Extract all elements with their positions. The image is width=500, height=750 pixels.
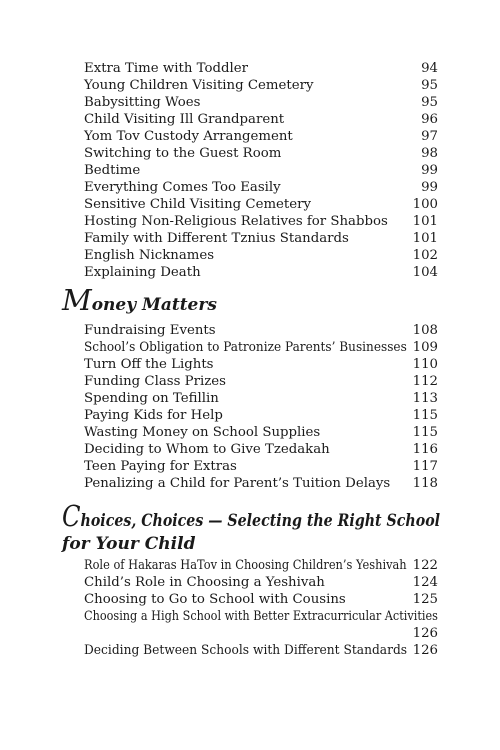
entry-title: Deciding Between Schools with Different Standards (84, 643, 408, 658)
entry-page: 126 (412, 643, 438, 658)
entry-title: Sensitive Child Visiting Cemetery (84, 197, 312, 212)
toc-entry (84, 390, 438, 407)
entry-page: 116 (412, 442, 438, 457)
entry-title: English Nicknames (84, 248, 215, 263)
entry-page: 118 (412, 476, 438, 491)
entry-title: Child’s Role in Choosing a Yeshivah (84, 575, 325, 590)
section-heading-line2 (62, 533, 195, 555)
heading-text: for Your Child (62, 534, 196, 554)
entry-title: Role of Hakaras HaTov in Choosing Children’s Yeshivah (84, 558, 407, 573)
toc-entry (84, 574, 438, 591)
entry-page: 98 (421, 146, 438, 161)
toc-entry (84, 213, 438, 230)
entry-title: School’s Obligation to Patronize Parents’ Businesses (84, 340, 407, 355)
toc-entry (84, 441, 438, 458)
entry-title: Young Children Visiting Cemetery (84, 78, 314, 93)
entry-page: 110 (412, 357, 438, 372)
entry-title: Child Visiting Ill Grandparent (84, 112, 285, 127)
toc-entry (84, 642, 438, 659)
toc-entry (84, 557, 438, 574)
entry-page: 115 (412, 425, 438, 440)
entry-page: 122 (412, 558, 438, 573)
entry-page: 101 (412, 231, 438, 246)
entry-title: Everything Comes Too Easily (84, 180, 281, 195)
heading-initial: M (62, 283, 92, 317)
entry-title: Paying Kids for Help (84, 408, 223, 423)
entry-page: 124 (412, 575, 438, 590)
toc-entry (84, 322, 438, 339)
entry-page: 104 (412, 265, 438, 280)
entry-page: 115 (412, 408, 438, 423)
entry-title: Hosting Non-Religious Relatives for Shabbos (84, 214, 388, 229)
toc-entry (84, 94, 438, 111)
entry-title: Bedtime (84, 163, 141, 178)
entry-title: Babysitting Woes (84, 95, 201, 110)
entry-title: Choosing a High School with Better Extracurricular Activities (84, 609, 438, 624)
section-heading (62, 283, 217, 317)
entry-page: 95 (421, 78, 438, 93)
entry-title: Fundraising Events (84, 323, 216, 338)
toc-entry (84, 196, 438, 213)
toc-entry (84, 407, 438, 424)
entry-page: 102 (412, 248, 438, 263)
entry-page: 97 (421, 129, 438, 144)
toc-entry (84, 111, 438, 128)
toc-entry (84, 424, 438, 441)
toc-entry (84, 162, 438, 179)
entry-page: 99 (421, 180, 438, 195)
entry-page: 95 (421, 95, 438, 110)
toc-entry (84, 77, 438, 94)
toc-entry (84, 179, 438, 196)
toc-entry (84, 60, 438, 77)
heading-text: hoices, Choices — Selecting the Right School (80, 511, 441, 531)
entry-title: Wasting Money on School Supplies (84, 425, 321, 440)
entry-title: Family with Different Tznius Standards (84, 231, 349, 246)
entry-page: 126 (412, 626, 438, 641)
section-heading (62, 499, 441, 533)
toc-entry (84, 356, 438, 373)
entry-title: Extra Time with Toddler (84, 61, 248, 76)
entry-page: 96 (421, 112, 438, 127)
entry-title: Teen Paying for Extras (84, 459, 237, 474)
heading-initial: C (62, 499, 81, 533)
entry-page: 101 (412, 214, 438, 229)
heading-text: oney Matters (91, 295, 217, 315)
toc-entry (84, 145, 438, 162)
toc-entry (84, 373, 438, 390)
entry-title: Funding Class Prizes (84, 374, 226, 389)
entry-page: 113 (412, 391, 438, 406)
entry-page: 100 (412, 197, 438, 212)
entry-page: 109 (412, 340, 438, 355)
toc-entry (84, 475, 438, 492)
toc-entry (84, 339, 438, 356)
entry-page: 117 (412, 459, 438, 474)
toc-entry (84, 458, 438, 475)
toc-entry (84, 230, 438, 247)
toc-entry (84, 591, 438, 608)
entry-title: Deciding to Whom to Give Tzedakah (84, 442, 330, 457)
entry-title: Turn Off the Lights (84, 357, 214, 372)
entry-page: 108 (412, 323, 438, 338)
entry-title: Penalizing a Child for Parent’s Tuition Delays (84, 476, 391, 491)
toc-entry (84, 608, 438, 625)
entry-title: Choosing to Go to School with Cousins (84, 592, 346, 607)
entry-title: Spending on Tefillin (84, 391, 219, 406)
toc-entry (84, 128, 438, 145)
toc-entry (84, 264, 438, 281)
entry-title: Yom Tov Custody Arrangement (84, 129, 293, 144)
entry-title: Explaining Death (84, 265, 201, 280)
entry-page: 125 (412, 592, 438, 607)
toc-entry (84, 247, 438, 264)
entry-title: Switching to the Guest Room (84, 146, 282, 161)
entry-page: 112 (412, 374, 438, 389)
entry-page: 94 (421, 61, 438, 76)
entry-page: 99 (421, 163, 438, 178)
